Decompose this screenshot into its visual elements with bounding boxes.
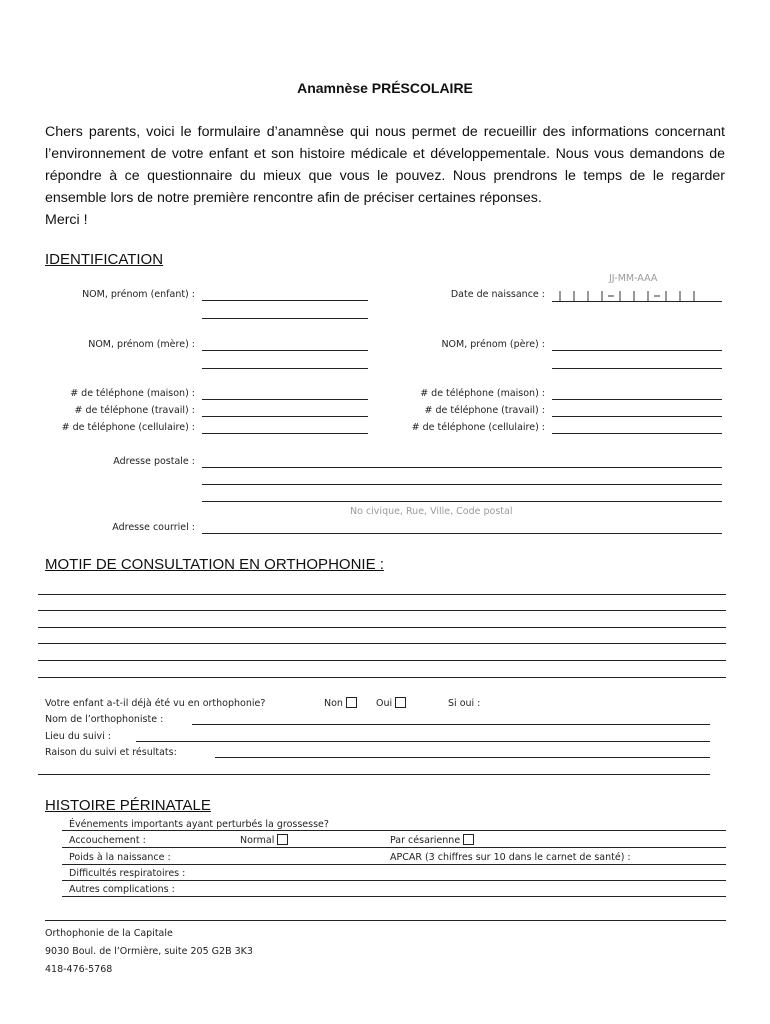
mother-name-field-2[interactable] <box>202 368 368 369</box>
mother-phone-cell-label: # de téléphone (cellulaire) : <box>61 422 195 433</box>
mother-name-label: NOM, prénom (mère) : <box>88 339 195 350</box>
birth-date-boxes <box>552 289 722 301</box>
motif-line-4[interactable] <box>38 643 726 644</box>
cesarean-option[interactable] <box>390 834 474 846</box>
father-phone-cell-field[interactable] <box>552 433 722 434</box>
motif-line-2[interactable] <box>38 610 726 611</box>
footer-org: Orthophonie de la Capitale <box>45 928 173 939</box>
birth-weight-field[interactable] <box>62 864 726 865</box>
child-name-field-2[interactable] <box>202 318 368 319</box>
address-field-3[interactable] <box>202 501 722 502</box>
birth-weight-label: Poids à la naissance : <box>69 852 171 863</box>
follow-place-label: Lieu du suivi : <box>45 731 111 742</box>
footer-address: 9030 Boul. de l’Ormière, suite 205 G2B 3K3 <box>45 946 253 957</box>
motif-heading: MOTIF DE CONSULTATION EN ORTHOPHONIE : <box>45 556 384 573</box>
identification-heading: IDENTIFICATION <box>45 251 164 268</box>
yes-option[interactable] <box>376 697 406 709</box>
address-field-1[interactable] <box>202 467 722 468</box>
address-hint: No civique, Rue, Ville, Code postal <box>350 506 513 517</box>
father-phone-work-label: # de téléphone (travail) : <box>424 405 545 416</box>
normal-checkbox[interactable] <box>277 834 288 845</box>
father-name-field[interactable] <box>552 350 722 351</box>
motif-line-5[interactable] <box>38 660 726 661</box>
child-name-label: NOM, prénom (enfant) : <box>82 289 195 300</box>
footer-phone: 418-476-5768 <box>45 964 113 975</box>
child-name-field[interactable] <box>202 300 368 301</box>
mother-name-field[interactable] <box>202 350 368 351</box>
father-phone-home-label: # de téléphone (maison) : <box>420 388 545 399</box>
birth-date-label: Date de naissance : <box>450 289 545 300</box>
birth-date-field[interactable] <box>552 289 722 302</box>
follow-reason-field[interactable] <box>215 757 710 758</box>
breathing-field[interactable] <box>62 880 726 881</box>
email-field[interactable] <box>202 533 722 534</box>
seen-question-label: Votre enfant a-t-il déjà été vu en orthophonie? <box>45 698 266 709</box>
other-complications-field[interactable] <box>62 896 726 897</box>
breathing-label: Difficultés respiratoires : <box>69 868 186 879</box>
follow-reason-label: Raison du suivi et résultats: <box>45 747 177 758</box>
pregnancy-events-field[interactable] <box>62 830 726 831</box>
perinatal-heading: HISTOIRE PÉRINATALE <box>45 797 211 814</box>
normal-option[interactable] <box>240 834 288 846</box>
cesarean-label: Par césarienne <box>390 835 461 846</box>
father-phone-home-field[interactable] <box>552 399 722 400</box>
delivery-field[interactable] <box>62 847 726 848</box>
no-checkbox[interactable] <box>346 697 357 708</box>
intro-paragraph: Chers parents, voici le formulaire d’anamnèse qui nous permet de recueillir des informations concernant l’environnement de votre enfant et son histoire médicale et développementale. Nous vous demandons de répondre à ce questionnaire du mieux que vous le pouvez. Nous prendrons le temps de le regarder ensemble lors de notre première rencontre afin de préciser certaines réponses. <box>45 124 725 206</box>
intro-thanks: Merci ! <box>45 212 88 228</box>
intro-text <box>45 121 725 231</box>
therapist-name-field[interactable] <box>192 724 710 725</box>
therapist-name-label: Nom de l’orthophoniste : <box>45 714 164 725</box>
no-option[interactable] <box>324 697 357 709</box>
page-title: Anamnèse PRÉSCOLAIRE <box>297 80 473 96</box>
father-name-label: NOM, prénom (père) : <box>441 339 545 350</box>
other-complications-label: Autres complications : <box>69 884 175 895</box>
mother-phone-home-label: # de téléphone (maison) : <box>70 388 195 399</box>
footer-divider <box>45 920 726 921</box>
father-phone-work-field[interactable] <box>552 416 722 417</box>
mother-phone-cell-field[interactable] <box>202 433 368 434</box>
mother-phone-work-label: # de téléphone (travail) : <box>74 405 195 416</box>
email-label: Adresse courriel : <box>112 522 195 533</box>
birth-date-hint: JJ-MM-AAA <box>609 273 658 284</box>
address-label: Adresse postale : <box>113 456 195 467</box>
motif-line-1[interactable] <box>38 594 726 595</box>
mother-phone-work-field[interactable] <box>202 416 368 417</box>
follow-place-field[interactable] <box>136 741 710 742</box>
yes-label: Oui <box>376 698 393 709</box>
follow-reason-field-2[interactable] <box>38 774 710 775</box>
pregnancy-events-label: Événements importants ayant perturbés la grossesse? <box>69 819 329 830</box>
yes-checkbox[interactable] <box>395 697 406 708</box>
apgar-label: APCAR (3 chiffres sur 10 dans le carnet de santé) : <box>390 852 631 863</box>
cesarean-checkbox[interactable] <box>463 834 474 845</box>
no-label: Non <box>324 698 343 709</box>
father-name-field-2[interactable] <box>552 368 722 369</box>
delivery-label: Accouchement : <box>69 835 146 846</box>
normal-label: Normal <box>240 835 275 846</box>
father-phone-cell-label: # de téléphone (cellulaire) : <box>411 422 545 433</box>
address-field-2[interactable] <box>202 484 722 485</box>
mother-phone-home-field[interactable] <box>202 399 368 400</box>
motif-line-6[interactable] <box>38 677 726 678</box>
if-yes-label: Si oui : <box>448 698 481 709</box>
motif-line-3[interactable] <box>38 627 726 628</box>
